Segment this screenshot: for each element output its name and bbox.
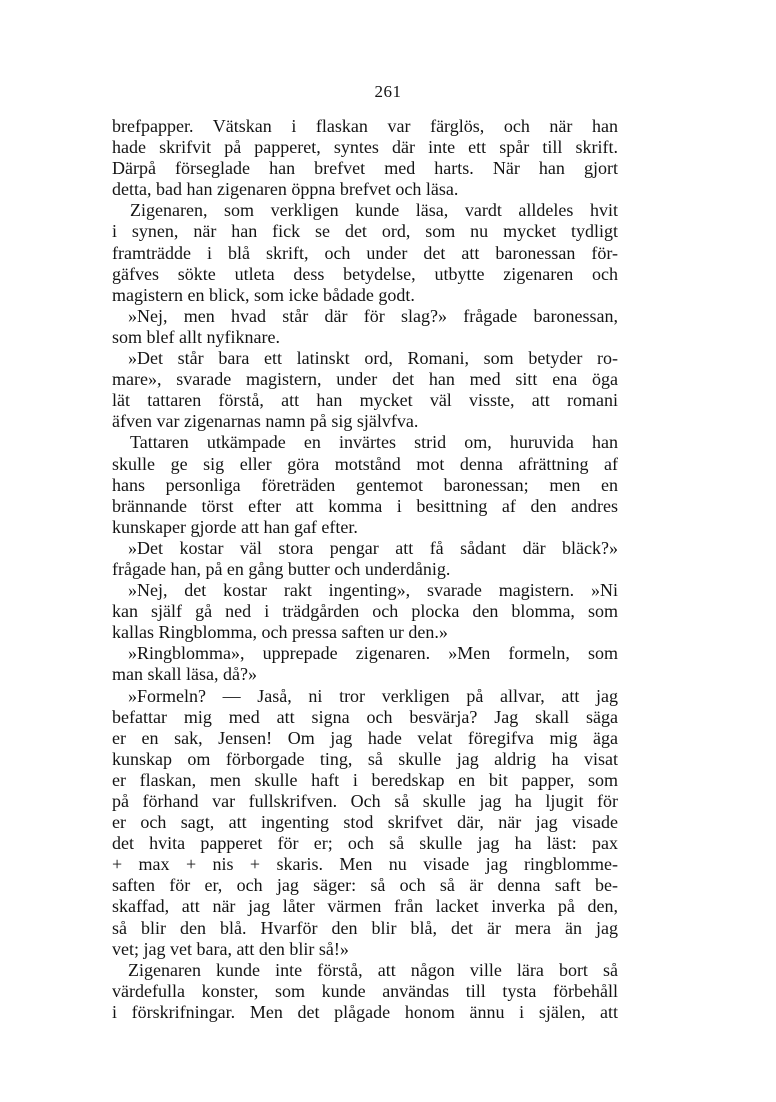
text-line: Zigenaren, som verkligen kunde läsa, vardt alldeles hvit	[130, 200, 618, 221]
text-line: framträdde i blå skrift, och under det att baronessan för-	[112, 242, 618, 263]
text-line: »Det kostar väl stora pengar att få sådant där bläck?»	[128, 537, 618, 558]
text-line: befattar mig med att signa och besvärja? Jag skall säga	[112, 706, 618, 727]
text-line: skulle ge sig eller göra motstånd mot denna afrättning af	[112, 453, 618, 474]
text-line: er en sak, Jensen! Om jag hade velat föregifva mig äga	[112, 727, 618, 748]
text-line: + max + nis + skaris. Men nu visade jag ringblomme-	[112, 854, 618, 875]
text-line: i förskrifningar. Men det plågade honom ännu i själen, att	[112, 1001, 618, 1022]
text-line: hade skrifvit på papperet, syntes där inte ett spår till skrift.	[112, 137, 618, 158]
text-line: brännande törst efter att komma i besittning af den andres	[112, 495, 618, 516]
text-line: det hvita papperet för er; och så skulle jag ha läst: pax	[112, 833, 618, 854]
body-text	[112, 116, 618, 1023]
text-line: saften för er, och jag säger: så och så är denna saft be-	[112, 875, 618, 896]
text-line: på förhand var fullskrifven. Och så skulle jag ha ljugit för	[112, 791, 618, 811]
text-line: äfven var zigenarnas namn på sig självfva.	[112, 411, 419, 432]
text-line: lät tattaren förstå, att han mycket väl visste, att romani	[112, 390, 618, 411]
text-line: gäfves sökte utleta dess betydelse, utbytte zigenaren och	[112, 263, 618, 284]
text-line: »Det står bara ett latinskt ord, Romani, som betyder ro-	[128, 348, 618, 369]
text-line: kunskap om förborgade ting, så skulle jag aldrig ha visat	[112, 748, 618, 769]
text-line: er och sagt, att ingenting stod skrifvet där, när jag visade	[112, 812, 618, 833]
text-line: kunskaper gjorde att han gaf efter.	[112, 516, 358, 537]
text-line: detta, bad han zigenaren öppna brefvet och läsa.	[112, 179, 459, 200]
text-line: kallas Ringblomma, och pressa saften ur den.»	[112, 622, 448, 643]
text-line: Zigenaren kunde inte förstå, att någon ville lära bort så	[128, 959, 618, 980]
text-line: brefpapper. Vätskan i flaskan var färglös, och när han	[112, 116, 618, 136]
text-line: Därpå förseglade han brefvet med harts. När han gjort	[112, 158, 618, 179]
text-line: er flaskan, men skulle haft i beredskap en bit papper, som	[112, 769, 618, 790]
text-line: frågade han, på en gång butter och underdånig.	[112, 558, 451, 579]
text-line: mare», svarade magistern, under det han med sitt ena öga	[112, 369, 618, 390]
page-number: 261	[374, 82, 402, 101]
text-line: vet; jag vet bara, att den blir så!»	[112, 938, 349, 959]
text-line: så blir den blå. Hvarför den blir blå, det är mera än jag	[112, 917, 618, 938]
text-line: man skall läsa, då?»	[112, 664, 257, 685]
text-line: »Nej, men hvad står där för slag?» frågade baronessan,	[128, 305, 618, 326]
text-line: som blef allt nyfiknare.	[112, 326, 280, 347]
text-line: magistern en blick, som icke bådade godt.	[112, 284, 415, 305]
text-line: »Nej, det kostar rakt ingenting», svarade magistern. »Ni	[128, 580, 618, 601]
text-line: Tattaren utkämpade en invärtes strid om, huruvida han	[130, 432, 618, 453]
text-line: »Formeln? — Jaså, ni tror verkligen på allvar, att jag	[128, 685, 618, 706]
text-line: hans personliga företräden gentemot baronessan; men en	[112, 474, 618, 495]
text-line: värdefulla konster, som kunde användas till tysta förbehåll	[112, 980, 618, 1001]
text-line: kan själf gå ned i trädgården och plocka den blomma, som	[112, 601, 618, 622]
text-line: »Ringblomma», upprepade zigenaren. »Men formeln, som	[128, 643, 618, 664]
text-line: i synen, när han fick se det ord, som nu mycket tydligt	[112, 221, 618, 242]
text-line: skaffad, att när jag låter värmen från lacket inverka på den,	[112, 896, 618, 917]
